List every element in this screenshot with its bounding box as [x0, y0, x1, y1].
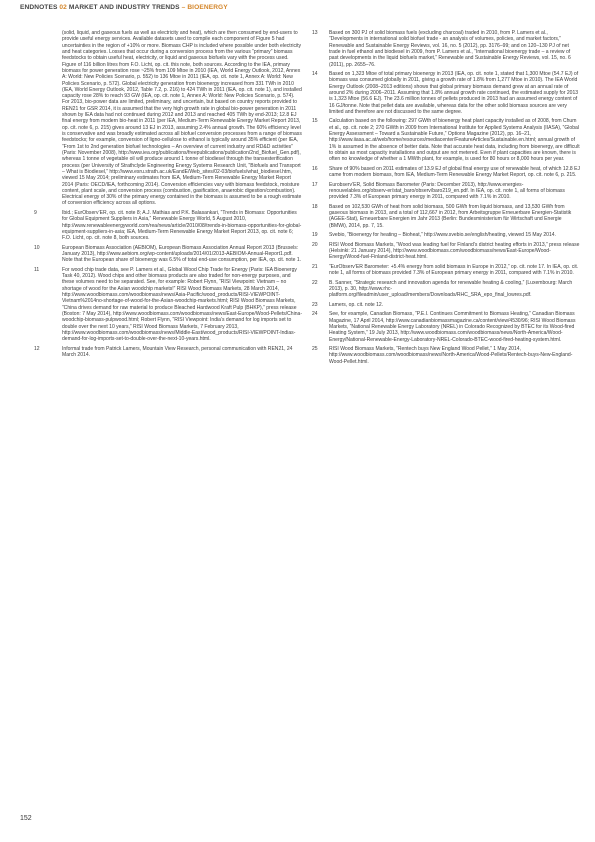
endnote [312, 182, 580, 201]
endnote [312, 264, 580, 277]
endnote-number: 12 [34, 345, 40, 352]
endnote [312, 302, 580, 308]
endnote-text: Lamers, op. cit. note 12. [329, 301, 384, 308]
endnote-number: 16 [312, 165, 318, 172]
header-title [20, 4, 228, 11]
endnote-text: Based on 300 PJ of solid biomass fuels (excluding charcoal) traded in 2010, from P. Lamers et al., “Developments in international solid biofuel trade - an analysis of volumes, policies, and market factors,” Renewable and Sustainable Energy Reviews, vol. 16, no. 5 (2012), pp. 3176–99; and on 120–130 PJ of net trade in fuel ethanol and biodiesel in 2009, from P. Lamers et al., “International bioenergy trade – a review of past developments in the liquid biofuels market,” Renewable and Sustainable Energy Reviews, vol. 15, no. 6 (2011), pp. 2655–76. [329, 30, 571, 68]
endnote-text: Eurobserv’ER, Solid Biomass Barometer (Paris: December 2013), http://www.energies-renouvelables.org/observ-er/stat_baro/observ/baro219_en.pdf. In IEA, op. cit. note 1, all forms of biomass provided 7.3% of European primary energy in 2011, compared with 7.1% in 2010. [329, 181, 565, 201]
endnote-number: 25 [312, 346, 318, 352]
page-number: 152 [20, 815, 32, 822]
header-prefix: ENDNOTES [20, 4, 58, 11]
endnote-text: RISI Wood Biomass Markets, “Wood was leading fuel for Finland’s district heating efforts in 2013,” press release (Helsinki: 21 January 2014), http://www.woodbiomass.com/woodbiomass/news/East-Europe/Wood-Energy/Wood-fuel-Finland-district-heat.html. [329, 241, 580, 261]
endnote-text: RISI Wood Biomass Markets, “Rentech buys New England Wood Pellet,” 1 May 2014, http://www.woodbiomass.com/woodbiomass/news/North-America/Wood-Pellets/Rentech-buys-New-England-Wood-Pellet.html. [329, 346, 573, 365]
endnote [312, 30, 580, 68]
endnote [312, 280, 580, 299]
endnote-text: (solid, liquid, and gaseous fuels as well as electricity and heat), which are then consumed by end-users to provide useful energy services. Available datasets used to compile each component of Figure 5 had uncertainties in the region of +10% or more. Biomass CHP is included where possible under both electricity and heat categories. Losses that occur during a conversion process from the various “primary” biomass feedstocks to obtain useful heat, electricity, or liquid and gaseous biofuels vary with the process used. Figure of 116 billion litres from F.O. Licht, op. cit. this note, both sources. According to the IEA, primary biomass for power generation rose ~25% from 109 Mtoe in 2010 (IEA, World Energy Outlook, 2012, Annex A: World: New Policies Scenario, p. 552) to 136 Mtoe in 2011 (IEA, op. cit. note 1, Annex A: World: New Policies Scenario, p. 572). Global electricity generation from bioenergy increased from 331 TWh in 2010 (IEA, World Energy Outlook, 2012, Table 7.2, p. 216) to 424 TWh in 2011 (IEA, op. cit. note 1), and installed capacity rose 28% to reach 93 GW (IEA, op. cit. note 1, Annex A: World: New Policies Scenario, p. 574). For 2013, bio-power data are limited, preliminary, and uncertain, but based on country reports provided to REN21 for GSR 2014, it is assumed that the very high growth rate in global bio-power generation in 2011 shown by IEA data had not continued during 2012 and 2013 and reached 405 TWh by end-2013; 12.8 EJ final energy from modern bio-heat in 2011 (per IEA, Medium-Term Renewable Energy Market Report 2013, op. cit. note 6, p. 215) gives around 13 EJ in 2013, assuming 2.4% annual growth. The 60% efficiency level is conservative and was broadly estimated across all biofuel conversion processes from a range of biomass feedstocks; for example, conversion of ligno-cellulose to ethanol is typically around 35% efficient (per IEA, “From 1st to 2nd generation biofuel technologies – An overview of current industry and RD&D activities” (Paris: November 2008), http://www.iea.org/publications/freepublications/publication/2nd_Biofuel_Gen.pdf), whereas 1 tonne of vegetable oil will produce around 1 tonne of biodiesel through the transesterification process (per University of Strathclyde Engineering Energy Systems Research Unit, “Biofuels and Transport – What is Biodiesel,” http://www.esru.strath.ac.uk/EandE/Web_sites/02-03/biofuels/what_biodiesel.htm, viewed 15 May 2014; preliminary estimates from IEA, Medium-Term Renewable Energy Market Report 2014 (Paris: OECD/IEA, forthcoming 2014). Conversion efficiencies vary with biomass feedstock, moisture content, plant scale, and conversion process (combustion, gasification, anaerobic digestion/combustion). Electrical energy of 30% of the primary energy contained in the biomass is assumed to be a rough estimate of conversion efficiency across all options. [62, 30, 302, 207]
endnote-number: 13 [312, 30, 318, 36]
endnote [312, 166, 580, 179]
endnote-text: European Biomass Association (AEBIOM), European Biomass Association Annual Report 2013 (Brussels: January 2013), http://www.aebiom.org/wp-content/uploads/2014/01/2013-AEBIOM-Annual-Report1.pdf. Note that the European share of bioenergy was 6.5% of total end-use consumption, per IEA, op. cit. note 1. [62, 244, 302, 264]
endnote-number: 18 [312, 203, 318, 210]
endnote-number: 24 [312, 311, 318, 318]
endnote-number: 21 [312, 263, 318, 270]
endnote-text: B. Sanner, “Strategic research and innovation agenda for renewable heating & cooling,” (Luxembourg: March 2013), p. 30, http://www.rhc-platform.org/fileadmin/user_upload/members/Downloads/RHC_SRA_epo_final_lowres.pdf. [329, 279, 573, 299]
endnote-number: 11 [34, 266, 40, 273]
endnote-text: See, for example, Canadian Biomass, “P.E.I. Continues Commitment to Biomass Heating,” Canadian Biomass Magazine, 17 April 2014, http://www.canadianbiomassmagazine.ca/content/view/4530/96; RISI Wood Biomass Markets, “National Renewable Energy Laboratory (NREL) in Colorado Recognized by BTEC for its Wood-fired Heating System,” 19 July 2013, http://www.woodbiomass.com/woodbiomass/news/North-America/Wood-Energy/National-Renewable-Energy-Laboratory-NREL-Colorado-BTEC-wood-fired-heating-system.html. [329, 311, 576, 343]
endnote [34, 244, 303, 264]
endnote [312, 346, 580, 365]
running-header [0, 0, 595, 14]
endnote-number: 15 [312, 118, 318, 125]
header-section: MARKET AND INDUSTRY TRENDS [68, 4, 180, 11]
endnote-number: 10 [34, 244, 40, 251]
header-dash: – [181, 4, 186, 11]
endnote [312, 71, 580, 115]
header-chapter-number: 02 [59, 4, 67, 11]
endnote-number: 23 [312, 301, 318, 308]
endnote-text: Svebio, “Bioenergy for heating – Bioheat,” http://www.svebio.se/english/heating, viewed 15 May 2014. [329, 232, 556, 239]
endnote-text: For wood chip trade data, see P. Lamers et al., Global Wood Chip Trade for Energy (Paris: IEA Bioenergy Task 40, 2012). Wood chips and other biomass products are also traded for non-energy purposes, and these volumes need to be separated. See, for example: Robert Flynn, “RISI Viewpoint: Vietnam – no shortage of wood for the Asian woodchip markets!” RISI Wood Biomass Markets, 28 March 2014, http://www.woodbiomass.com/woodbiomass/news/Asia-Pacific/wood_products/RISI-VIEWPOINT-Vietnam%2014no-shortage-of-wood-for-the-Asian-woodchip-markets.html; RISI Wood Biomass Markets, “China drives demand for raw material to produce Bleached Hardwood Kraft Pulp (BHKP),” press release (Boston: 7 May 2014), http://www.woodbiomass.com/woodbiomass/news/East-Europe/Wood-Pellets/China-woodchip-biomass-pulpwood.html; Robert Flynn, “RISI Viewpoint: India’s demand for log imports set to double over the next 10 years,” RISI Wood Biomass Markets, 7 February 2013, http://www.woodbiomass.com/woodbiomass/news/Middle-East/wood_products/RISI-VIEWPOINT-Indias-demand-for-log-imports-set-to-double-over-the-next-10-years.html. [62, 266, 303, 343]
endnote-number: 17 [312, 181, 318, 188]
header-subsection: BIOENERGY [187, 4, 228, 11]
endnote-text: Informal trade from Patrick Lamers, Mountain View Research, personal communication with REN21, 24 March 2014. [62, 345, 293, 359]
endnote-number: 19 [312, 232, 318, 239]
endnote [34, 209, 303, 242]
endnote [312, 311, 580, 343]
endnote-text: “EurObserv’ER Barometer: +5.4% energy from solid biomass in Europe in 2012,” op. cit. note 17. In IEA, op. cit. note 1, all forms of biomass provided 7.3% of European primary energy in 2011, compared with 7.1% in 2010. [329, 263, 579, 277]
endnote-text: Calculation based on the following: 297 GWth of bioenergy heat plant capacity installed as of 2008, from Chum et al., op. cit. note 2; 270 GWth in 2009 from International Institute for Applied Systems Analysis (IIASA), “Global Energy Assessment – Toward a Sustainable Future,” Options Magazine (2012), pp. 16–21, http://www.iiasa.ac.at/web/home/resources/mediacenter/FeatureArticles/Sustainable.en.html; annual growth of 1% is assumed in the absence of better data. Note that accurate heat data, including from bioenergy, are difficult to obtain as most capacity installations and output are not metered. Even if plant capacities are known, there is often no knowledge of whether a 1 MWth plant, for example, is used for 80 hours or 8,000 hours per year. [329, 118, 580, 163]
endnote [312, 232, 580, 238]
endnote-text: Share of 90% based on 2011 estimates of 13.9 EJ of global final energy use of renewable heat, of which 12.8 EJ came from modern biomass, from IEA, Medium-Term Renewable Energy Market Report, op. cit. note 6, p. 215. [329, 165, 581, 179]
endnote-text: Based on 102,530 GWh of heat from solid biomass, 500 GWh from liquid biomass, and 13,530 GWh from gaseous biomass in 2013, and a total of 112,667 in 2012, from Arbeitsgruppe Erneuerbare Energien-Statistik (AGEE-Stat), Erneuerbare Energien im Jahr 2013 (Berlin: Bundesministerium für Wirtschaft und Energie (BMWi), 2014, pp. 7, 15. [329, 203, 572, 229]
endnote [312, 204, 580, 229]
endnote-number: 22 [312, 279, 318, 286]
endnote [48, 30, 303, 207]
endnote [34, 345, 303, 359]
endnote-number: 14 [312, 71, 318, 78]
endnote [312, 242, 580, 261]
endnotes-left-column [34, 30, 303, 362]
endnote [34, 266, 303, 343]
endnote-text: Ibid.; EurObserv’ER, op. cit. note 8; A.J. Mathias and P.K. Balasankari, “Trends in Biomass: Opportunities for Global Equipment Suppliers in Asia,” Renewable Energy World, 5 August 2010, http://www.renewableenergyworld.com/rea/news/article/2010/08/trends-in-biomass-opportunities-for-global-equipment-suppliers-in-asia; IEA, Medium-Term Renewable Energy Market Report 2013, op. cit. note 6; F.O. Licht, op. cit. note 8, both sources. [62, 209, 302, 242]
endnote-number: 20 [312, 241, 318, 248]
endnote-number: 9 [34, 209, 37, 216]
endnote [312, 118, 580, 162]
endnote-text: Based on 1,323 Mtoe of total primary bioenergy in 2013 (IEA, op. cit. note 1, stated that 1,300 Mtoe (54.7 EJ) of biomass was consumed globally in 2011, giving a growth rate of 1.8% from 1,277 Mtoe in 2010). The IEA World Energy Outlook (2008–2013 editions) shows that global primary biomass demand grew at an annual rate of around 2% during 2006–2011. Assuming that 1.8% annual growth rate continued, the estimated supply for 2013 is 1,323 Mtoe (56.6 EJ). The 23.6 million tonnes of pellets produced in 2013 had an assumed energy content of 16 GJ/tonne. Note that pellet data are available, whereas data for the other solid biomass sources are very limited and therefore are not discussed to the same degree. [329, 71, 579, 115]
endnotes-right-column [312, 30, 580, 368]
